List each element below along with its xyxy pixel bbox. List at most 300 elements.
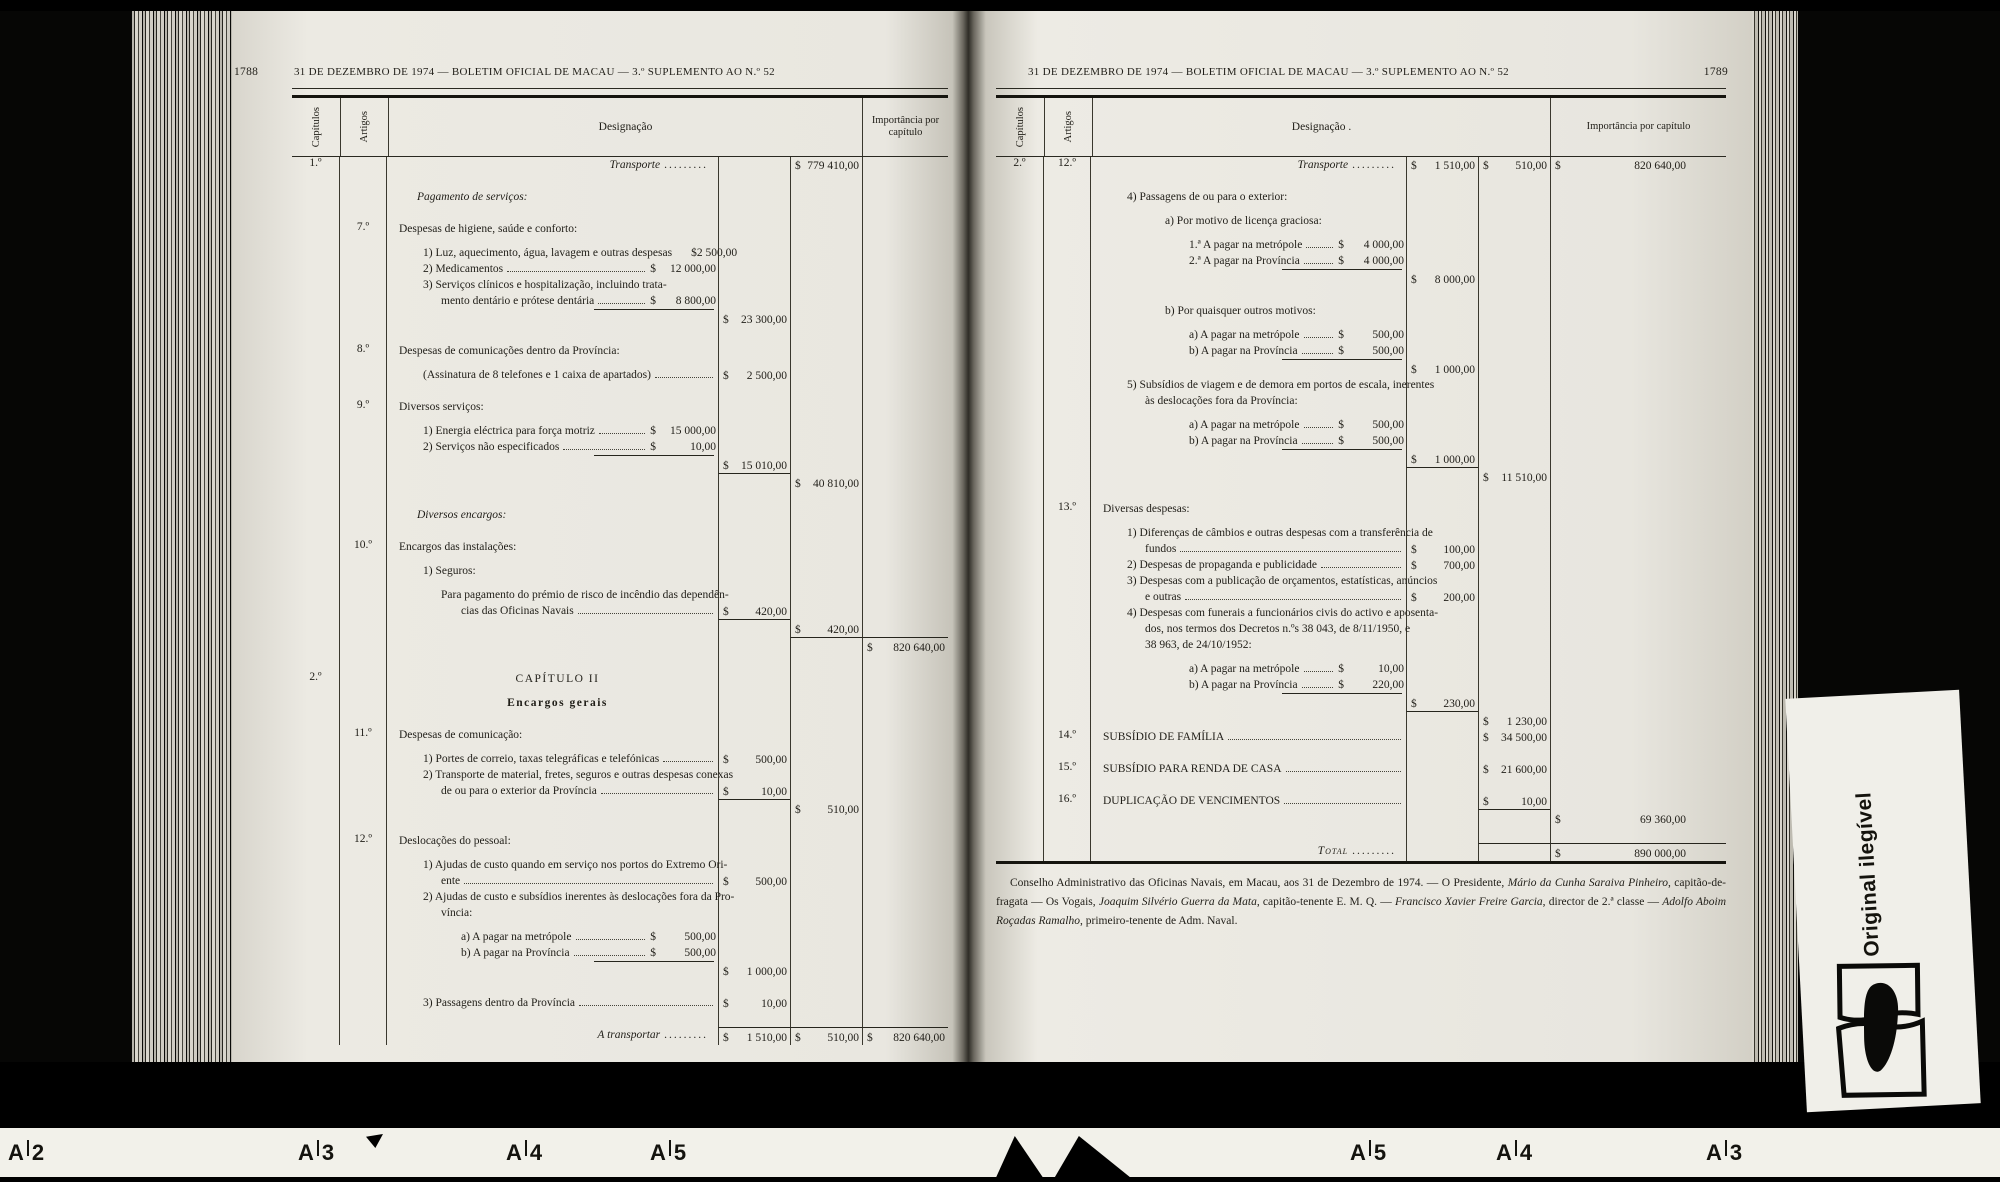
line-text: Total xyxy=(1317,845,1349,857)
mark-number: 4 xyxy=(1519,1140,1533,1165)
designation-line xyxy=(399,905,716,921)
dot-leader: ......... xyxy=(664,1029,708,1041)
cell-amount-chapter xyxy=(862,799,948,817)
amount-value: 1 000,00 xyxy=(1434,364,1475,376)
designation-line xyxy=(399,221,716,237)
line-text: 4) Passagens de ou para o exterior: xyxy=(1127,191,1288,203)
amount xyxy=(719,314,790,327)
cell-capitulo xyxy=(996,605,1044,693)
cell-amount-subtotal xyxy=(790,343,862,383)
cell-amount-article xyxy=(1406,269,1478,287)
cell-designacao xyxy=(1091,777,1406,793)
cell-amount-article xyxy=(1406,189,1478,269)
cell-designacao xyxy=(1091,761,1406,777)
ruler-mark xyxy=(8,1140,44,1166)
cell-artigo xyxy=(340,799,387,817)
mark-tick xyxy=(1515,1140,1517,1156)
table-row xyxy=(996,501,1726,525)
column-header-designacao xyxy=(389,98,862,156)
currency-sign: $ xyxy=(1411,364,1417,376)
amount-value: 1 230,00 xyxy=(1506,716,1547,728)
table-row xyxy=(996,843,1726,861)
currency-sign: $ xyxy=(1411,560,1417,572)
designation-line xyxy=(399,783,716,799)
line-text: e outras xyxy=(1145,591,1182,603)
footer-segment: Adolfo Aboim Roçadas Ramalho xyxy=(996,896,1726,927)
amount-value: 200,00 xyxy=(1443,592,1475,604)
cell-amount-chapter xyxy=(1550,173,1726,189)
cell-capitulo xyxy=(996,377,1044,449)
table-row xyxy=(292,767,948,799)
cell-amount-article xyxy=(718,523,790,539)
cell-amount-article xyxy=(1406,827,1478,843)
dot-leader xyxy=(1286,771,1401,772)
cell-designacao xyxy=(387,221,738,309)
currency-sign: $ xyxy=(795,478,801,490)
cell-capitulo xyxy=(292,833,340,857)
cell-amount-chapter xyxy=(1550,467,1726,485)
cell-capitulo xyxy=(996,711,1044,729)
cell-amount-article xyxy=(718,189,790,205)
designation-line xyxy=(399,603,716,619)
cell-artigo xyxy=(340,637,387,655)
table-row xyxy=(996,525,1726,557)
amount xyxy=(1407,544,1478,557)
inline-amount: 2 500,00 xyxy=(696,247,738,259)
cell-designacao xyxy=(1091,711,1406,729)
column-label: Importância por capítulo xyxy=(871,115,940,138)
cell-designacao xyxy=(1091,467,1406,485)
table-row xyxy=(996,449,1726,467)
currency-sign: $ xyxy=(1338,419,1344,431)
cell-amount-subtotal xyxy=(790,473,862,491)
mark-tick xyxy=(1369,1140,1371,1156)
table-row xyxy=(292,189,948,205)
table-row xyxy=(996,693,1726,711)
cell-amount-subtotal xyxy=(790,727,862,751)
cell-amount-chapter xyxy=(862,173,948,189)
title-rule xyxy=(996,88,1726,89)
line-text: A transportar xyxy=(597,1029,661,1041)
cell-amount-article xyxy=(718,711,790,727)
cell-amount-subtotal xyxy=(790,327,862,343)
amount-value: 779 410,00 xyxy=(807,160,859,172)
amount xyxy=(719,370,790,383)
cell-capitulo xyxy=(292,637,340,655)
designation-line xyxy=(1103,729,1404,745)
cell-amount-subtotal xyxy=(1478,729,1550,745)
line-text: 3) Serviços clínicos e hospitalização, incluindo trata- xyxy=(423,279,667,291)
cell-amount-article xyxy=(1406,467,1478,485)
cell-amount-article xyxy=(1406,761,1478,777)
mark-tick xyxy=(27,1140,29,1156)
dot-leader xyxy=(1302,443,1334,444)
table-row xyxy=(292,671,948,711)
designation-line xyxy=(1103,517,1404,525)
designation-line xyxy=(1103,205,1404,213)
line-text: Para pagamento do prémio de risco de incêndio das dependên- xyxy=(441,589,729,601)
cell-artigo xyxy=(340,961,387,979)
footer-segment: , capitão-de-fragata — Os Vogais, xyxy=(996,877,1726,908)
cell-artigo xyxy=(1044,711,1091,729)
line-text: Encargos gerais xyxy=(507,697,608,709)
mark-letter: A xyxy=(8,1140,24,1165)
amount-value: 1 000,00 xyxy=(746,966,787,978)
cell-amount-chapter xyxy=(862,343,948,383)
cell-artigo xyxy=(1044,573,1091,605)
cell-designacao xyxy=(387,979,718,995)
column-header-importancia xyxy=(1550,98,1726,156)
table-header xyxy=(996,98,1726,157)
cell-designacao xyxy=(1091,173,1406,189)
designation-line xyxy=(399,491,716,499)
designation-line xyxy=(399,711,716,719)
line-text: 3) Passagens dentro da Província xyxy=(423,997,576,1009)
table-header xyxy=(292,98,948,157)
designation-line xyxy=(399,181,716,189)
amount-value: 34 500,00 xyxy=(1501,732,1547,744)
cell-artigo xyxy=(340,1011,387,1027)
cell-artigo xyxy=(340,173,387,189)
cell-capitulo xyxy=(996,287,1044,303)
mark-number: 4 xyxy=(529,1140,543,1165)
table-row xyxy=(292,507,948,523)
currency-sign: $ xyxy=(723,606,729,618)
cell-capitulo xyxy=(996,449,1044,467)
designation-line xyxy=(399,173,716,181)
cell-amount-article xyxy=(718,833,790,857)
amount xyxy=(719,966,790,979)
designation-line xyxy=(1103,843,1404,859)
column-header-capitulos xyxy=(996,98,1045,156)
currency-sign: $ xyxy=(723,754,729,766)
table-row xyxy=(292,455,948,473)
cell-designacao xyxy=(387,833,718,857)
column-header-importancia xyxy=(862,98,948,156)
cell-amount-subtotal xyxy=(1478,573,1550,605)
cell-artigo xyxy=(340,889,387,961)
cell-artigo xyxy=(340,655,387,671)
dot-leader xyxy=(598,303,645,304)
currency-sign: $ xyxy=(795,160,801,172)
cell-capitulo xyxy=(996,303,1044,359)
cell-amount-subtotal xyxy=(1478,557,1550,573)
line-text: b) A pagar na Província xyxy=(461,947,570,959)
cell-designacao xyxy=(387,767,734,799)
designation-line xyxy=(399,245,738,261)
currency-sign: $ xyxy=(723,460,729,472)
designation-line xyxy=(399,655,716,663)
cell-designacao xyxy=(387,157,718,173)
cell-amount-chapter xyxy=(1550,485,1726,501)
mark-letter: A xyxy=(1350,1140,1366,1165)
cell-capitulo xyxy=(292,817,340,833)
cell-capitulo xyxy=(292,205,340,221)
cell-amount-subtotal xyxy=(790,889,862,961)
cell-designacao xyxy=(387,727,718,751)
cell-capitulo xyxy=(292,523,340,539)
designation-line xyxy=(399,539,716,555)
original-illegible-card xyxy=(1785,690,1980,1113)
line-text: Diversos serviços: xyxy=(399,401,484,413)
designation-line xyxy=(1103,605,1439,621)
cell-amount-chapter xyxy=(1550,303,1726,359)
currency-sign: $ xyxy=(723,998,729,1010)
cell-designacao xyxy=(1091,827,1406,843)
cell-amount-article xyxy=(1406,557,1478,573)
designation-line xyxy=(399,849,716,857)
cell-artigo xyxy=(340,979,387,995)
cell-artigo xyxy=(1044,843,1091,861)
currency-sign: $ xyxy=(1483,716,1489,728)
footer-segment: Francisco Xavier Freire Garcia xyxy=(1395,896,1543,908)
currency-sign: $ xyxy=(795,624,801,636)
designation-line xyxy=(399,563,716,579)
cell-amount-article xyxy=(718,727,790,751)
cell-artigo xyxy=(340,507,387,523)
line-text: Despesas de higiene, saúde e conforto: xyxy=(399,223,578,235)
line-text: CAPÍTULO II xyxy=(515,673,600,685)
line-text: 1) Portes de correio, taxas telegráficas e telefónicas xyxy=(423,753,660,765)
cell-designacao xyxy=(1091,693,1406,711)
line-text: Deslocações do pessoal: xyxy=(399,835,511,847)
currency-sign: $ xyxy=(795,1032,801,1044)
currency-sign: $ xyxy=(1411,698,1417,710)
table-row xyxy=(292,399,948,455)
line-text: 2) Medicamentos xyxy=(423,263,504,275)
cell-amount-subtotal xyxy=(1478,711,1550,729)
sum-rule xyxy=(594,961,714,962)
cell-amount-chapter xyxy=(862,507,948,523)
cell-capitulo xyxy=(996,809,1044,827)
line-text: SUBSÍDIO PARA RENDA DE CASA xyxy=(1103,763,1282,775)
amount xyxy=(1407,592,1478,605)
running-title: 31 DE DEZEMBRO DE 1974 — BOLETIM OFICIAL DE MACAU — 3.º SUPLEMENTO AO N.º 52 xyxy=(294,66,775,78)
dot-leader xyxy=(1284,803,1401,804)
cell-amount-chapter xyxy=(862,767,948,799)
cell-designacao xyxy=(387,539,729,619)
currency-sign: $ xyxy=(1338,255,1344,267)
amount xyxy=(719,998,790,1011)
cell-amount-article xyxy=(718,343,790,383)
table-row xyxy=(996,809,1726,827)
line-text: 1) Seguros: xyxy=(423,565,476,577)
currency-sign: $ xyxy=(1411,544,1417,556)
cell-amount-subtotal xyxy=(1478,525,1550,557)
amount xyxy=(719,1032,790,1045)
inline-amount: 500,00 xyxy=(1372,435,1404,447)
amount xyxy=(863,642,948,655)
sum-rule xyxy=(1282,269,1402,270)
table-row xyxy=(996,485,1726,501)
cell-amount-subtotal xyxy=(1478,449,1550,467)
footer-segment: Mário da Cunha Saraiva Pinheiro xyxy=(1507,877,1668,889)
dot-leader xyxy=(464,883,713,884)
column-header-capitulos xyxy=(292,98,341,156)
line-text: b) A pagar na Província xyxy=(1189,435,1298,447)
cell-artigo xyxy=(1044,809,1091,827)
designation-line xyxy=(1103,393,1404,409)
amount xyxy=(1407,364,1478,377)
cell-capitulo xyxy=(292,173,340,189)
cell-capitulo xyxy=(292,309,340,327)
cell-designacao xyxy=(387,173,718,189)
designation-line xyxy=(1103,621,1411,637)
designation-line xyxy=(399,873,716,889)
column-label: Capítulos xyxy=(310,106,322,148)
cell-designacao xyxy=(1091,449,1406,467)
amount xyxy=(1479,160,1550,173)
cell-artigo xyxy=(340,383,387,399)
designation-line xyxy=(399,439,716,455)
cell-capitulo xyxy=(292,655,340,671)
amount xyxy=(1407,560,1478,573)
cell-designacao xyxy=(387,637,718,655)
cell-designacao xyxy=(387,619,718,637)
dot-leader xyxy=(1302,353,1334,354)
cell-designacao xyxy=(387,995,718,1011)
designation-line xyxy=(1103,229,1404,237)
film-edge-top xyxy=(0,0,2000,11)
cell-amount-article xyxy=(718,857,790,889)
cell-designacao xyxy=(387,857,728,889)
inline-amount: 500,00 xyxy=(684,931,716,943)
currency-sign: $ xyxy=(1483,472,1489,484)
sum-rule xyxy=(1282,693,1402,694)
cell-amount-chapter xyxy=(1550,269,1726,287)
currency-sign: $ xyxy=(867,642,873,654)
line-text: ente xyxy=(441,875,461,887)
designation-line xyxy=(399,587,729,603)
table-row xyxy=(292,833,948,857)
amount xyxy=(719,606,790,619)
cell-amount-chapter xyxy=(862,523,948,539)
dot-leader: ......... xyxy=(664,159,708,171)
currency-sign: $ xyxy=(723,314,729,326)
dot-leader xyxy=(655,377,713,378)
cell-capitulo xyxy=(292,1011,340,1027)
amount-value: 500,00 xyxy=(755,754,787,766)
cell-artigo xyxy=(340,671,387,711)
designation-line xyxy=(399,555,716,563)
cell-amount-article xyxy=(718,979,790,995)
mark-number: 3 xyxy=(321,1140,335,1165)
line-text: cias das Oficinas Navais xyxy=(461,605,574,617)
cell-amount-subtotal xyxy=(1478,745,1550,761)
dot-leader xyxy=(1302,687,1334,688)
amount-value: 40 810,00 xyxy=(813,478,859,490)
currency-sign: $ xyxy=(1483,796,1489,808)
line-text: b) A pagar na Província xyxy=(1189,345,1298,357)
currency-sign: $ xyxy=(1411,454,1417,466)
cell-amount-chapter xyxy=(1550,189,1726,269)
amount-value: 820 640,00 xyxy=(1634,160,1686,172)
cell-capitulo xyxy=(996,359,1044,377)
mark-number: 5 xyxy=(1373,1140,1387,1165)
dot-leader xyxy=(563,449,645,450)
page-header xyxy=(228,64,958,88)
cell-capitulo xyxy=(996,189,1044,269)
cell-designacao xyxy=(387,189,718,205)
designation-line xyxy=(1103,485,1404,493)
dot-leader xyxy=(1306,247,1333,248)
cell-designacao xyxy=(1091,605,1439,693)
mark-number: 5 xyxy=(673,1140,687,1165)
cell-designacao xyxy=(387,205,718,221)
amount-value: 820 640,00 xyxy=(893,1032,945,1044)
designation-line xyxy=(1103,677,1404,693)
cell-amount-article xyxy=(1406,843,1478,861)
dot-leader xyxy=(1228,739,1401,740)
currency-sign: $ xyxy=(1555,814,1561,826)
amount-value: 420,00 xyxy=(755,606,787,618)
cell-amount-article xyxy=(1406,711,1478,729)
cell-artigo xyxy=(1044,467,1091,485)
cell-amount-article xyxy=(718,327,790,343)
designation-line xyxy=(1103,793,1404,809)
column-header-artigos xyxy=(1045,98,1093,156)
cell-amount-chapter xyxy=(862,979,948,995)
amount-value: 10,00 xyxy=(1521,796,1547,808)
table-row xyxy=(996,793,1726,809)
table-row xyxy=(292,889,948,961)
cell-amount-article xyxy=(1406,501,1478,525)
page-right xyxy=(986,64,1740,931)
cell-designacao xyxy=(387,523,718,539)
table-row xyxy=(996,303,1726,359)
cell-artigo xyxy=(340,751,387,767)
cell-designacao xyxy=(387,961,718,979)
cell-amount-subtotal xyxy=(1478,827,1550,843)
table-row xyxy=(292,637,948,655)
cell-amount-subtotal xyxy=(790,751,862,767)
currency-sign: $ xyxy=(1338,329,1344,341)
cell-artigo xyxy=(340,619,387,637)
cell-amount-chapter xyxy=(1550,693,1726,711)
designation-line xyxy=(399,343,716,359)
cell-artigo xyxy=(1044,377,1091,449)
cell-amount-chapter xyxy=(1550,711,1726,729)
cell-amount-subtotal xyxy=(790,637,862,655)
page-edges-left xyxy=(131,10,232,1062)
cell-amount-subtotal xyxy=(1478,693,1550,711)
cell-artigo xyxy=(340,1027,387,1045)
cell-artigo xyxy=(1044,557,1091,573)
cell-capitulo xyxy=(292,1027,340,1045)
currency-sign: $ xyxy=(650,263,656,275)
cell-amount-article xyxy=(718,817,790,833)
cell-amount-chapter xyxy=(862,189,948,205)
cell-capitulo xyxy=(996,573,1044,605)
cell-artigo: 7.º xyxy=(340,221,387,309)
cell-designacao xyxy=(1091,189,1406,269)
cell-amount-chapter xyxy=(862,473,948,491)
line-text: 2) Transporte de material, fretes, seguros e outras despesas conexas xyxy=(423,769,734,781)
table-body xyxy=(292,157,948,1045)
designation-line xyxy=(1103,409,1404,417)
inline-amount: 15 000,00 xyxy=(670,425,716,437)
cell-capitulo xyxy=(292,857,340,889)
cell-amount-subtotal xyxy=(1478,843,1550,861)
cell-artigo xyxy=(1044,777,1091,793)
cell-amount-chapter xyxy=(862,961,948,979)
cell-designacao xyxy=(387,751,718,767)
cell-amount-subtotal xyxy=(790,157,862,173)
currency-sign: $ xyxy=(650,441,656,453)
table-row xyxy=(996,777,1726,793)
cell-capitulo xyxy=(292,189,340,205)
budget-table xyxy=(996,95,1726,864)
